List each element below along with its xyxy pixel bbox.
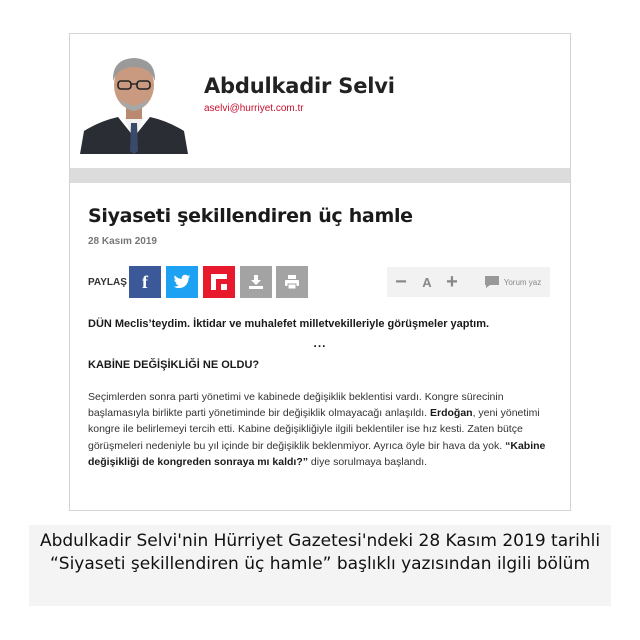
flipboard-share-button[interactable] [203,266,235,298]
article-date: 28 Kasım 2019 [88,236,157,247]
facebook-share-button[interactable] [129,266,161,298]
comment-icon [484,275,500,289]
flipboard-icon [211,274,227,290]
facebook-icon: f [142,271,148,292]
author-email[interactable]: aselvi@hurriyet.com.tr [204,103,304,114]
share-label: PAYLAŞ [88,277,127,288]
article-card [69,33,571,511]
download-icon [248,274,264,290]
font-size-label: A [422,274,432,290]
body-bold-erdogan: Erdoğan [430,407,473,420]
article-title: Siyaseti şekillendiren üç hamle [88,205,413,227]
print-button[interactable] [276,266,308,298]
article-body [88,389,558,470]
author-name[interactable]: Abdulkadir Selvi [204,74,395,98]
twitter-icon [173,274,191,290]
twitter-share-button[interactable] [166,266,198,298]
caption-bar [29,525,611,606]
increase-font-button[interactable]: + [446,270,458,293]
print-icon [284,274,300,290]
body-text-2: , yeni yönetimi kongre ile belirlemeyi tercih etti. Kabine değişikliğiyle ilgili beklentiler ise hız kesti. Zaten bütçe görüşmeleri nedeniyle bu yıl içinde bir değişiklik beklenmiyor. Ayrıca öyle bir hava da yok. [88,407,540,452]
author-avatar [80,51,188,154]
download-button[interactable] [240,266,272,298]
author-header [70,34,570,169]
text-tools [387,267,550,297]
body-bold-quote: “Kabine değişikliği de kongreden sonraya mı kaldı?” [88,439,546,468]
comment-label: Yorum yaz [503,277,542,287]
divider-band [70,168,570,183]
article-lead: DÜN Meclis’teydim. İktidar ve muhalefet milletvekilleriyle görüşmeler yaptım. [88,318,490,330]
article-subheading: KABİNE DEĞİŞİKLİĞİ NE OLDU? [88,359,260,371]
comment-button[interactable] [475,267,550,297]
image-caption: Abdulkadir Selvi'nin Hürriyet Gazetesi'ndeki 28 Kasım 2019 tarihli “Siyaseti şekillendiren üç hamle” başlıklı yazısından ilgili bölüm [39,531,601,574]
decrease-font-button[interactable]: − [395,270,407,293]
body-text-1: Seçimlerden sonra parti yönetimi ve kabinede değişiklik beklentisi vardı. Kongre sürecinin başlamasıyla birlikte parti yönetiminde bir değişiklik olmayacağı anlaşıldı. [88,391,504,420]
ellipsis: ... [313,336,327,350]
body-text-3: diye sorulmaya başlandı. [307,455,428,468]
